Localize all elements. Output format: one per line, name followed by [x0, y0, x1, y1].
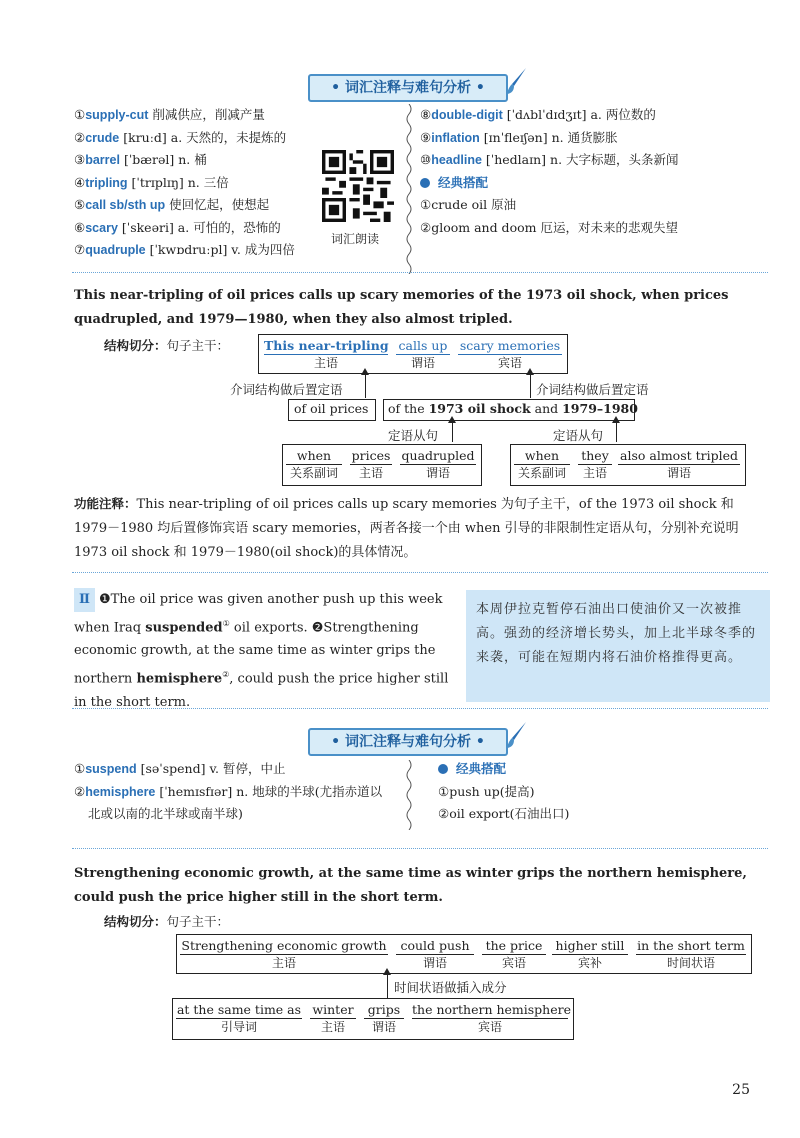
dotted-divider	[72, 572, 768, 573]
wavy-divider	[404, 760, 414, 830]
section-banner: • 词汇注释与难句分析 •	[308, 74, 508, 102]
dotted-divider	[72, 272, 768, 273]
structure-label: 结构切分：句子主干：	[104, 914, 230, 929]
vocab-list-right	[420, 104, 679, 239]
vocab-list-2	[74, 758, 382, 826]
passage-paragraph: Ⅱ ❶The oil price was given another push up this week when Iraq suspended① oil exports. ❷Strengthening economic growth, at the same time as winter grips the northern hemisphere②, could push the price higher still in the short term.	[74, 588, 456, 714]
insert-label: 时间状语做插入成分	[394, 980, 507, 995]
bullet-icon	[438, 764, 448, 774]
main2-adverbial: in the short term 时间状语	[637, 938, 745, 970]
sub-verb: grips 谓语	[364, 1002, 404, 1035]
wavy-divider	[404, 104, 414, 274]
main2-object: the price 宾语	[482, 938, 546, 971]
vocab-item: ①supply-cut 削减供应，削减产量	[74, 107, 265, 122]
rel-label: 定语从句	[553, 428, 604, 443]
vocab-item: ⑦quadruple [ˈkwɒdruːpl] v. 成为四倍	[74, 242, 295, 257]
rel1-when: when 关系副词	[286, 448, 342, 481]
rel2-when: when 关系副词	[514, 448, 570, 481]
collocation-item: ①push up(提高)	[438, 783, 535, 799]
prep-phrase-1: of oil prices	[294, 401, 369, 416]
main2-verb: could push 谓语	[396, 938, 474, 971]
vocab-list-left	[74, 104, 295, 262]
arrow-up-icon	[365, 374, 366, 398]
vocab-item: ⑤call sb/sth up 使回忆起，使想起	[74, 197, 270, 212]
dotted-divider	[72, 848, 768, 849]
collocation-item: ②gloom and doom 厄运，对未来的悲观失望	[420, 219, 678, 235]
rel2-verb: also almost tripled 谓语	[620, 448, 738, 480]
rel-label: 定语从句	[388, 428, 439, 443]
arrow-up-icon	[616, 422, 617, 442]
sub-subject: winter 主语	[310, 1002, 356, 1035]
function-note: 功能注释：This near-tripling of oil prices calls up scary memories 为句子主干，of the 1973 oil shock 和 1979－1980 均后置修饰宾语 scary memories，两者各接一个由 when 引导的非限制性定语从句，分别补充说明 1973 oil shock 和 1979－1980(oil shock)的具体情况。	[74, 496, 739, 560]
vocab-item: ⑩headline [ˈhedlaɪn] n. 大字标题，头条新闻	[420, 152, 679, 167]
vocab-item: ⑥scary [ˈskeəri] a. 可怕的，恐怖的	[74, 219, 281, 235]
vocab-item: ⑨inflation [ɪnˈfleɪʃən] n. 通货膨胀	[420, 129, 618, 145]
main2-complement: higher still 宾补	[552, 938, 628, 971]
sub-object: the northern hemisphere 宾语	[412, 1002, 572, 1034]
difficult-sentence: This near-tripling of oil prices calls up scary memories of the 1973 oil shock, when prices quadrupled, and 1979—1980, when they also almost tripled.	[74, 288, 729, 327]
page-number: 25	[732, 1082, 750, 1098]
rel1-subject: prices 主语	[351, 448, 391, 480]
collocation-item: ①crude oil 原油	[420, 197, 517, 212]
vocab-item: ①suspend [səˈspend] v. 暂停，中止	[74, 761, 286, 776]
brush-icon	[506, 720, 530, 750]
dotted-divider	[72, 708, 768, 709]
rel1-verb: quadrupled 谓语	[401, 448, 475, 480]
main-subject: This near-tripling 主语	[264, 338, 389, 370]
structure-label: 结构切分：句子主干：	[104, 338, 230, 353]
vocab-item: ②hemisphere [ˈhemɪsfɪər] n. 地球的半球(尤指赤道以	[74, 783, 383, 799]
vocab-item: ②crude [kruːd] a. 天然的，未提炼的	[74, 129, 287, 145]
vocab-item: ③barrel [ˈbærəl] n. 桶	[74, 152, 207, 167]
qr-code[interactable]	[322, 150, 394, 222]
collocation-item: ②oil export(石油出口)	[438, 806, 570, 821]
arrow-up-icon	[387, 974, 388, 998]
vocab-item: ④tripling [ˈtrɪplɪŋ] n. 三倍	[74, 174, 229, 190]
prep-label: 介词结构做后置定语	[536, 382, 649, 397]
arrow-up-icon	[530, 374, 531, 398]
paragraph-marker: Ⅱ	[74, 588, 95, 612]
main2-subject: Strengthening economic growth 主语	[181, 938, 387, 970]
collocation-list-2	[438, 758, 569, 826]
translation-box: 本周伊拉克暂停石油出口使油价又一次被推高。强劲的经济增长势头，加上北半球冬季的来袭，可能在短期内将石油价格推得更高。	[466, 590, 770, 702]
collocation-heading: 经典搭配	[420, 172, 679, 195]
main-object: scary memories 宾语	[459, 338, 561, 370]
vocab-item: ⑧double-digit [ˈdʌblˈdɪdʒɪt] a. 两位数的	[420, 107, 656, 122]
main-verb: calls up 谓语	[396, 338, 450, 371]
qr-caption: 词汇朗读	[331, 232, 380, 246]
arrow-up-icon	[452, 422, 453, 442]
brush-icon	[506, 66, 530, 96]
prep-phrase-2: of the 1973 oil shock and 1979–1980	[388, 401, 638, 416]
rel2-subject: they 主语	[578, 448, 612, 481]
prep-label: 介词结构做后置定语	[230, 382, 343, 397]
section-banner: • 词汇注释与难句分析 •	[308, 728, 508, 756]
sub-conj: at the same time as 引导词	[176, 1002, 302, 1034]
collocation-heading: 经典搭配	[438, 758, 569, 781]
difficult-sentence: Strengthening economic growth, at the same time as winter grips the northern hemisphere, could push the price higher still in the short term.	[74, 866, 747, 905]
bullet-icon	[420, 178, 430, 188]
vocab-item-continued: 北或以南的北半球或南半球)	[88, 806, 243, 821]
